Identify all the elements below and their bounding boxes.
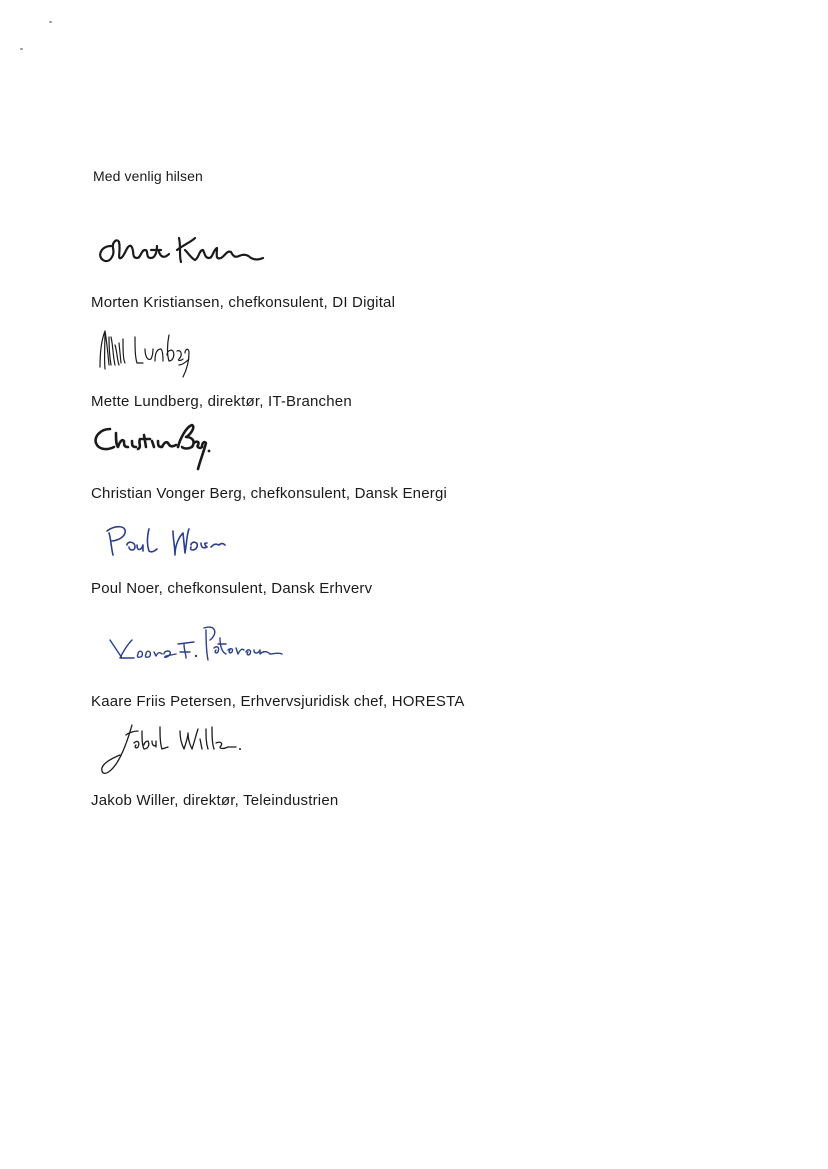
signatory-line-jakob-willer: Jakob Willer, direktør, Teleindustrien [91, 792, 339, 809]
signatory-line-christian-vonger-berg: Christian Vonger Berg, chefkonsulent, Dansk Energi [91, 485, 448, 502]
signatory-line-poul-noer: Poul Noer, chefkonsulent, Dansk Erhverv [91, 580, 373, 597]
closing-greeting: Med venlig hilsen [93, 168, 203, 184]
signature-kaare-f-petersen [106, 624, 286, 666]
signature-jakob-willer [98, 721, 243, 781]
scan-speck [49, 21, 52, 23]
signature-mette-lundberg [95, 325, 195, 387]
signatory-line-kaare-friis-petersen: Kaare Friis Petersen, Erhvervsjuridisk chef, HORESTA [91, 693, 465, 710]
signature-christian-berg [92, 419, 217, 473]
signature-poul-noer [103, 521, 228, 561]
signatory-line-mette-lundberg: Mette Lundberg, direktør, IT-Branchen [91, 393, 352, 410]
signatory-line-morten-kristiansen: Morten Kristiansen, chefkonsulent, DI Digital [91, 294, 396, 311]
scan-speck [20, 48, 23, 50]
signature-morten-kristiansen [95, 228, 270, 273]
